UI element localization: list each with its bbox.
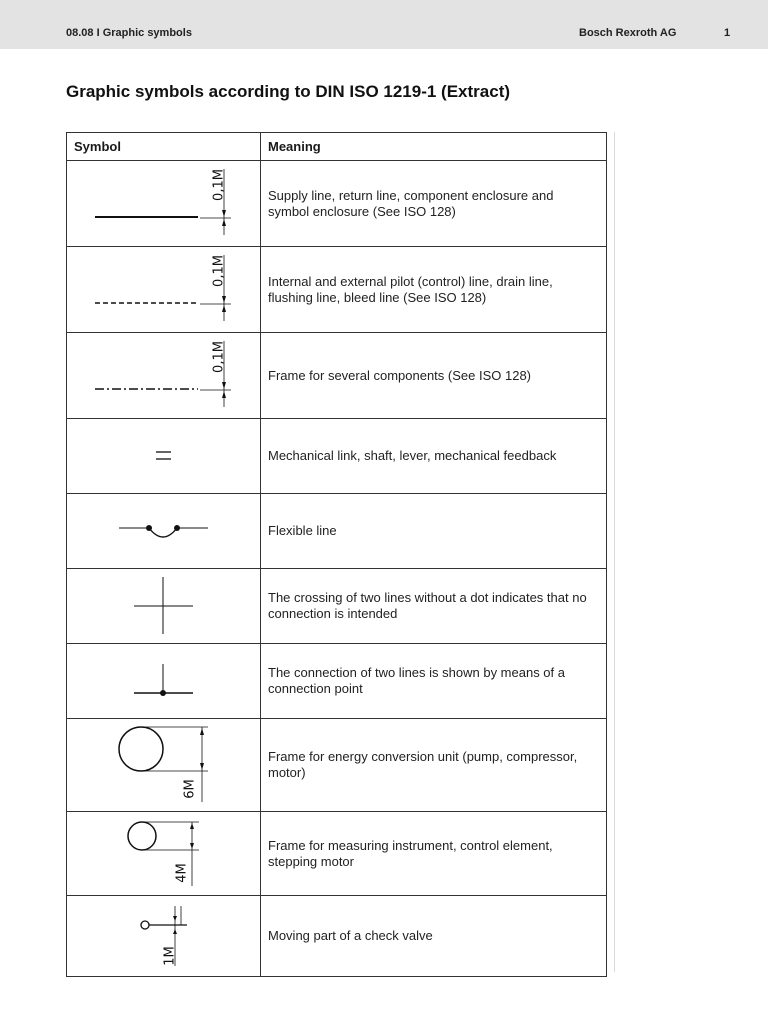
table-row — [67, 719, 607, 812]
meaning-cell: The crossing of two lines without a dot indicates that no connection is intended — [261, 569, 607, 644]
double-line-symbol — [67, 419, 260, 493]
dimension-label: 0,1M — [211, 169, 227, 201]
table-row — [67, 812, 607, 896]
table-row — [67, 896, 607, 977]
symbol-cell — [67, 333, 261, 419]
dashed-line-symbol — [67, 247, 260, 332]
column-header-symbol: Symbol — [67, 133, 261, 161]
meaning-cell: Frame for energy conversion unit (pump, compressor, motor) — [261, 719, 607, 812]
header-section-label: 08.08 I Graphic symbols — [66, 27, 192, 39]
crossing-lines-symbol — [67, 569, 260, 643]
table-row — [67, 569, 607, 644]
column-header-meaning: Meaning — [261, 133, 607, 161]
dash-dot-line-symbol — [67, 333, 260, 418]
table-row — [67, 161, 607, 247]
meaning-cell: Supply line, return line, component enclosure and symbol enclosure (See ISO 128) — [261, 161, 607, 247]
symbol-cell — [67, 494, 261, 569]
dimension-label: 6M — [182, 779, 198, 799]
meaning-cell: Flexible line — [261, 494, 607, 569]
table-row — [67, 247, 607, 333]
page-number: 1 — [724, 27, 731, 39]
dimension-label: 4M — [174, 863, 190, 883]
meaning-cell: Moving part of a check valve — [261, 896, 607, 977]
symbol-cell — [67, 812, 261, 896]
dimension-label: 0,1M — [211, 341, 227, 373]
connection-point-symbol — [67, 644, 260, 718]
solid-line-symbol — [67, 161, 260, 246]
meaning-cell: Frame for several components (See ISO 128) — [261, 333, 607, 419]
page-margin-line — [614, 132, 615, 972]
table-row — [67, 333, 607, 419]
table-row — [67, 644, 607, 719]
table-row — [67, 494, 607, 569]
symbol-cell — [67, 419, 261, 494]
symbol-cell — [67, 896, 261, 977]
symbol-cell — [67, 161, 261, 247]
meaning-cell: Mechanical link, shaft, lever, mechanical feedback — [261, 419, 607, 494]
symbol-cell — [67, 719, 261, 812]
dimension-label: 0,1M — [211, 255, 227, 287]
meaning-cell: Internal and external pilot (control) line, drain line, flushing line, bleed line (See ISO 128) — [261, 247, 607, 333]
large-circle-symbol — [67, 719, 260, 811]
meaning-cell: Frame for measuring instrument, control element, stepping motor — [261, 812, 607, 896]
page-header — [0, 0, 768, 49]
symbol-cell — [67, 569, 261, 644]
small-circle-symbol — [67, 896, 260, 976]
table-header-row — [67, 133, 607, 161]
dimension-label: 1M — [162, 946, 178, 966]
page-title: Graphic symbols according to DIN ISO 1219-1 (Extract) — [66, 82, 511, 101]
table-row — [67, 419, 607, 494]
symbols-table — [66, 132, 607, 977]
header-company-name: Bosch Rexroth AG — [579, 27, 677, 39]
meaning-cell: The connection of two lines is shown by means of a connection point — [261, 644, 607, 719]
flexible-line-symbol — [67, 494, 260, 568]
medium-circle-symbol — [67, 812, 260, 895]
symbol-cell — [67, 247, 261, 333]
symbol-cell — [67, 644, 261, 719]
